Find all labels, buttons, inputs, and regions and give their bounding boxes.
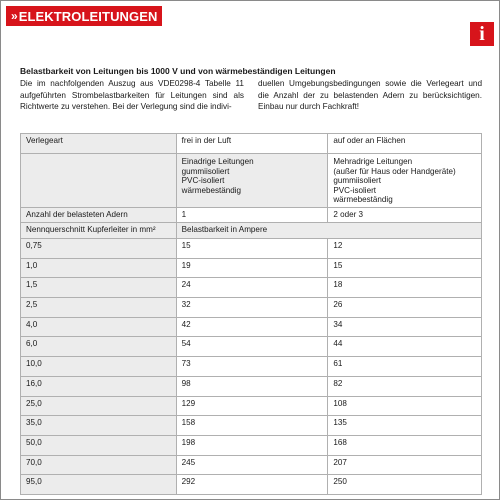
- surfaces-value-cell: 18: [328, 278, 482, 298]
- description-empty-cell: [21, 154, 177, 208]
- adern-surfaces: 2 oder 3: [328, 208, 482, 223]
- surfaces-value-cell: 34: [328, 317, 482, 337]
- cross-section-cell: 35,0: [21, 416, 177, 436]
- table-row: [21, 475, 482, 495]
- free-air-value-cell: 32: [176, 298, 328, 318]
- table-row: [21, 278, 482, 298]
- surfaces-value-cell: 250: [328, 475, 482, 495]
- surfaces-value-cell: 207: [328, 455, 482, 475]
- section-header-banner: [6, 6, 162, 26]
- surfaces-description-line: (außer für Haus oder Handgeräte): [333, 166, 456, 176]
- table-description-row: [21, 154, 482, 208]
- table-row: [21, 455, 482, 475]
- cross-section-cell: 16,0: [21, 376, 177, 396]
- cross-section-cell: 6,0: [21, 337, 177, 357]
- free-air-description-line: gummiisoliert: [181, 166, 230, 176]
- info-icon[interactable]: i: [470, 22, 494, 46]
- surfaces-description-line: PVC-isoliert: [333, 185, 377, 195]
- table-row: [21, 258, 482, 278]
- cross-section-cell: 4,0: [21, 317, 177, 337]
- free-air-value-cell: 198: [176, 435, 328, 455]
- surfaces-value-cell: 15: [328, 258, 482, 278]
- free-air-description: [176, 154, 328, 208]
- cross-section-cell: 1,5: [21, 278, 177, 298]
- free-air-description-line: PVC-isoliert: [181, 176, 225, 186]
- column-header-free-air: frei in der Luft: [176, 134, 328, 154]
- cross-section-cell: 10,0: [21, 357, 177, 377]
- intro-text-column-2: duellen Umgebungsbedingungen sowie die Verlegeart und die Anzahl der zu belastenden Adern zu berücksichtigen. Einbau nur durch Fachkraft!: [258, 79, 482, 111]
- surfaces-value-cell: 61: [328, 357, 482, 377]
- table-row: [21, 357, 482, 377]
- column-header-surfaces: auf oder an Flächen: [328, 134, 482, 154]
- free-air-value-cell: 158: [176, 416, 328, 436]
- surfaces-value-cell: 12: [328, 239, 482, 259]
- cross-section-cell: 2,5: [21, 298, 177, 318]
- surfaces-description-line: wärmebeständig: [333, 195, 393, 205]
- verlegeart-label: Verlegeart: [21, 134, 177, 154]
- cross-section-cell: 0,75: [21, 239, 177, 259]
- table-row: [21, 337, 482, 357]
- table-row: [21, 435, 482, 455]
- free-air-value-cell: 292: [176, 475, 328, 495]
- intro-section: [20, 66, 482, 113]
- surfaces-value-cell: 135: [328, 416, 482, 436]
- surfaces-value-cell: 168: [328, 435, 482, 455]
- intro-text-column-1: Die im nachfolgenden Auszug aus VDE0298-4 Tabelle 11 aufgeführten Strombelastbarkeiten für Leitungen sind als Richtwerte zu verstehen. Bei der Verlegung sind die indivi-: [20, 79, 244, 111]
- table-data-body: [21, 239, 482, 495]
- section-title: ELEKTROLEITUNGEN: [18, 8, 158, 24]
- table-header-row: [21, 134, 482, 154]
- load-label: Belastbarkeit in Ampere: [176, 223, 481, 239]
- free-air-value-cell: 15: [176, 239, 328, 259]
- free-air-value-cell: 129: [176, 396, 328, 416]
- cross-section-cell: 25,0: [21, 396, 177, 416]
- surfaces-value-cell: 44: [328, 337, 482, 357]
- load-capacity-table: [20, 133, 482, 495]
- free-air-value-cell: 19: [176, 258, 328, 278]
- cross-section-cell: 1,0: [21, 258, 177, 278]
- chevron-right-icon: »: [11, 9, 17, 23]
- free-air-value-cell: 98: [176, 376, 328, 396]
- free-air-value-cell: 73: [176, 357, 328, 377]
- surfaces-value-cell: 26: [328, 298, 482, 318]
- free-air-value-cell: 24: [176, 278, 328, 298]
- free-air-value-cell: 42: [176, 317, 328, 337]
- surfaces-value-cell: 82: [328, 376, 482, 396]
- cross-section-cell: 70,0: [21, 455, 177, 475]
- surfaces-value-cell: 108: [328, 396, 482, 416]
- table-adern-row: [21, 208, 482, 223]
- table-row: [21, 239, 482, 259]
- adern-free-air: 1: [176, 208, 328, 223]
- surfaces-description-line: Mehradrige Leitungen: [333, 157, 413, 166]
- free-air-value-cell: 54: [176, 337, 328, 357]
- table-row: [21, 376, 482, 396]
- free-air-value-cell: 245: [176, 455, 328, 475]
- table-row: [21, 298, 482, 318]
- table-row: [21, 317, 482, 337]
- intro-columns: [20, 78, 482, 113]
- free-air-description-line: Einadrige Leitungen: [181, 157, 254, 166]
- cross-section-cell: 50,0: [21, 435, 177, 455]
- intro-title: Belastbarkeit von Leitungen bis 1000 V und von wärmebeständigen Leitungen: [20, 66, 336, 76]
- cross-section-cell: 95,0: [21, 475, 177, 495]
- adern-label: Anzahl der belasteten Adern: [21, 208, 177, 223]
- surfaces-description: [328, 154, 482, 208]
- free-air-description-line: wärmebeständig: [181, 185, 242, 195]
- table-subheader-row: [21, 223, 482, 239]
- surfaces-description-line: gummiisoliert: [333, 176, 382, 186]
- cross-section-label: Nennquerschnitt Kupferleiter in mm²: [21, 223, 177, 239]
- table-row: [21, 396, 482, 416]
- table-row: [21, 416, 482, 436]
